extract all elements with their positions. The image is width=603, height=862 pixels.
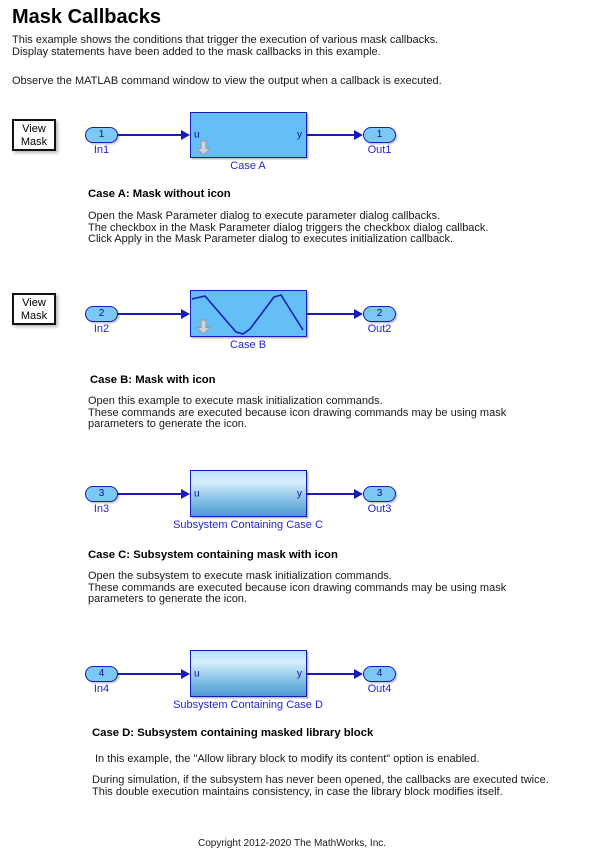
case-body-line: Click Apply in the Mask Parameter dialog to executes initialization callback. [88,233,454,246]
inport-block[interactable]: 3 [85,486,118,502]
block-name-label: Case A [230,160,266,172]
case-heading: Case C: Subsystem containing mask with icon [88,549,338,561]
case-body-line: Open this example to execute mask initialization commands. [88,395,383,407]
copyright-notice: Copyright 2012-2020 The MathWorks, Inc. [197,838,387,849]
block-input-port-name: u [194,488,200,499]
outport-label: Out1 [367,144,392,156]
inport-label: In4 [93,683,110,695]
block-name-label: Subsystem Containing Case D [173,699,323,711]
case-heading: Case A: Mask without icon [88,188,231,200]
inport-block[interactable]: 1 [85,127,118,143]
block-input-port-name: u [194,668,200,679]
inport-block[interactable]: 4 [85,666,118,682]
signal-wire[interactable] [118,134,182,136]
subsystem-block-case-d[interactable] [190,650,307,697]
signal-wire[interactable] [307,673,355,675]
inport-block[interactable]: 2 [85,306,118,322]
page-title: Mask Callbacks [12,6,161,28]
block-input-port-name: u [194,129,200,141]
subsystem-block-case-c[interactable] [190,470,307,517]
wire-arrowhead-icon [354,309,363,319]
signal-wire[interactable] [307,493,355,495]
case-body-line: The checkbox in the Mask Parameter dialog triggers the checkbox dialog callback. [88,221,489,234]
inport-label: In2 [93,323,110,335]
inport-label: In3 [93,503,110,515]
signal-wire[interactable] [118,493,182,495]
inport-label: In1 [93,144,110,156]
view-mask-label: View [22,297,46,309]
case-body-line: These commands are executed because icon drawing commands may be using mask [88,581,507,594]
signal-wire[interactable] [307,313,355,315]
case-heading: Case D: Subsystem containing masked library block [92,727,374,739]
mask-badge-icon [196,140,211,156]
case-body [88,396,506,431]
outport-label: Out4 [367,683,392,695]
intro-line: Display statements have been added to the mask callbacks in this example. [12,45,381,58]
outport-block[interactable]: 1 [363,127,396,143]
block-name-label: Case B [229,339,267,351]
wire-arrowhead-icon [181,669,190,679]
block-name-label: Subsystem Containing Case C [173,519,323,531]
outport-block[interactable]: 2 [363,306,396,322]
signal-wire[interactable] [118,673,182,675]
case-body [88,571,506,606]
wire-arrowhead-icon [181,130,190,140]
intro-line: This example shows the conditions that trigger the execution of various mask callbacks. [12,34,439,46]
case-body-line: parameters to generate the icon. [88,418,247,431]
case-body-line: Open the Mask Parameter dialog to execute parameter dialog callbacks. [88,210,441,222]
case-body [92,775,549,798]
wire-arrowhead-icon [181,309,190,319]
view-mask-label: View [22,123,46,135]
observe-note: Observe the MATLAB command window to view the output when a callback is executed. [12,75,442,87]
outport-label: Out2 [367,323,392,335]
case-body-line: In this example, the "Allow library block to modify its content" option is enabled. [95,753,480,765]
outport-block[interactable]: 4 [363,666,396,682]
view-mask-label: Mask [20,136,48,148]
view-mask-button[interactable] [12,119,56,151]
wire-arrowhead-icon [354,669,363,679]
signal-wire[interactable] [307,134,355,136]
case-body-line: This double execution maintains consistency, in case the library block modifies itself. [92,785,503,798]
case-body-line: During simulation, if the subsystem has never been opened, the callbacks are executed twice. [92,774,549,786]
intro-paragraph [12,35,438,58]
outport-label: Out3 [367,503,392,515]
view-mask-button[interactable] [12,293,56,325]
outport-block[interactable]: 3 [363,486,396,502]
case-body-line: These commands are executed because icon drawing commands may be using mask [88,406,507,419]
case-body [88,211,489,246]
mask-badge-icon [196,319,211,335]
wire-arrowhead-icon [354,489,363,499]
signal-wire[interactable] [118,313,182,315]
block-output-port-name: y [297,668,302,679]
subsystem-block-case-a[interactable] [190,112,307,158]
case-heading: Case B: Mask with icon [90,374,216,386]
subsystem-block-case-b[interactable] [190,290,307,337]
block-output-port-name: y [297,129,302,141]
wire-arrowhead-icon [181,489,190,499]
case-body-line: parameters to generate the icon. [88,593,247,606]
view-mask-label: Mask [20,310,48,322]
wire-arrowhead-icon [354,130,363,140]
block-output-port-name: y [297,488,302,499]
case-body-line: Open the subsystem to execute mask initialization commands. [88,570,392,582]
